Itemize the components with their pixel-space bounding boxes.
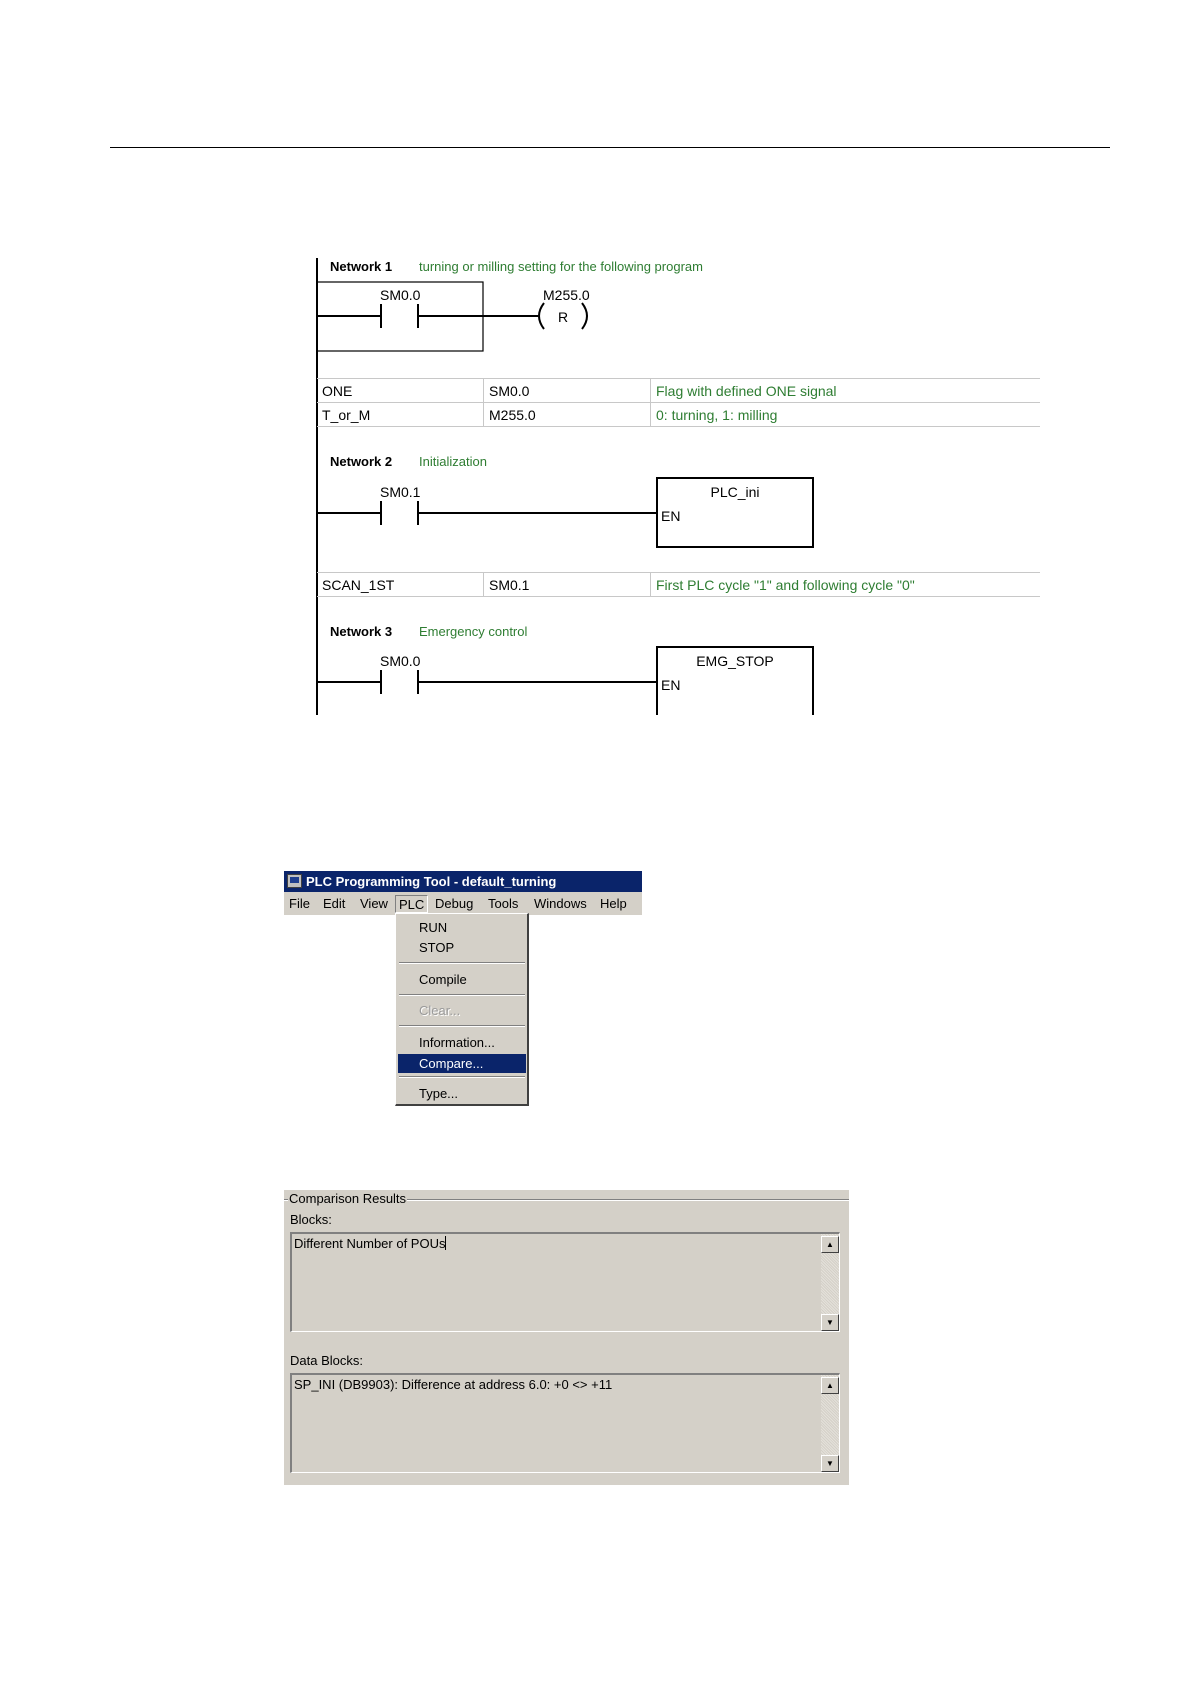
menu-edit[interactable]: Edit	[323, 896, 346, 911]
table-row	[317, 573, 1040, 597]
plc-menu-dropdown	[395, 913, 529, 1106]
table-row	[317, 379, 1040, 403]
menu-item-information[interactable]: Information...	[419, 1035, 495, 1050]
group-title: Comparison Results	[289, 1191, 407, 1206]
table-row	[317, 403, 1040, 427]
network-1-contact-label: SM0.0	[380, 287, 421, 303]
blocks-label: Blocks:	[290, 1212, 332, 1227]
network-2-comment: Initialization	[419, 454, 487, 469]
menu-item-compile[interactable]: Compile	[419, 972, 467, 987]
plc-tool-window	[284, 871, 642, 915]
network-2-contact-label: SM0.1	[380, 484, 421, 500]
blocks-scrollbar[interactable]	[821, 1234, 839, 1331]
data-blocks-scrollbar[interactable]	[821, 1375, 839, 1472]
blocks-text: Different Number of POUs	[294, 1236, 446, 1251]
comment-cell: First PLC cycle "1" and following cycle "0"	[651, 573, 1041, 597]
network-1-coil-label: M255.0	[543, 287, 590, 303]
menu-item-compare[interactable]: Compare...	[398, 1054, 526, 1073]
window-title: PLC Programming Tool - default_turning	[306, 874, 557, 889]
address-cell: M255.0	[484, 403, 651, 427]
page-header-rule	[110, 147, 1110, 148]
scroll-down-icon[interactable]: ▼	[821, 1314, 839, 1331]
blocks-textbox[interactable]	[290, 1232, 840, 1332]
scroll-up-icon[interactable]: ▲	[821, 1236, 839, 1253]
network-3-comment: Emergency control	[419, 624, 528, 639]
symbol-cell: T_or_M	[317, 403, 484, 427]
emg-stop-box-title: EMG_STOP	[696, 653, 774, 669]
symbol-table-network-1	[317, 378, 1040, 427]
menu-item-run[interactable]: RUN	[419, 920, 448, 935]
menu-windows[interactable]: Windows	[534, 896, 587, 911]
network-3-title: Network 3	[330, 624, 393, 639]
blocks-text-line	[294, 1236, 446, 1251]
app-icon	[287, 874, 302, 888]
menu-help[interactable]: Help	[600, 896, 627, 911]
symbol-table-network-2	[317, 572, 1040, 597]
network-1-comment: turning or milling setting for the following program	[419, 259, 703, 274]
plc-ini-en-input: EN	[661, 508, 681, 524]
menu-separator	[399, 1076, 525, 1078]
coil-left-arc	[539, 303, 544, 329]
scroll-up-icon[interactable]: ▲	[821, 1377, 839, 1394]
coil-right-arc	[582, 303, 587, 329]
plc-ini-box-title: PLC_ini	[710, 484, 760, 500]
menu-item-type[interactable]: Type...	[419, 1086, 459, 1101]
network-2-title: Network 2	[330, 454, 393, 469]
ladder-diagram	[300, 255, 1040, 715]
menu-item-stop[interactable]: STOP	[419, 940, 455, 955]
menu-file[interactable]: File	[289, 896, 310, 911]
menu-separator	[399, 962, 525, 964]
comparison-results-panel	[284, 1190, 849, 1485]
menu-tools[interactable]: Tools	[488, 896, 519, 911]
emg-stop-en-input: EN	[661, 677, 681, 693]
menu-debug[interactable]: Debug	[435, 896, 474, 911]
address-cell: SM0.0	[484, 379, 651, 403]
menu-view[interactable]: View	[360, 896, 388, 911]
data-blocks-text: SP_INI (DB9903): Difference at address 6.0: +0 <> +11	[294, 1377, 613, 1392]
address-cell: SM0.1	[484, 573, 651, 597]
scroll-down-icon[interactable]: ▼	[821, 1455, 839, 1472]
symbol-cell: ONE	[317, 379, 484, 403]
comment-cell: Flag with defined ONE signal	[651, 379, 1041, 403]
menu-separator	[399, 994, 525, 996]
menu-separator	[399, 1025, 525, 1027]
comment-cell: 0: turning, 1: milling	[651, 403, 1041, 427]
menu-plc[interactable]: PLC	[395, 895, 428, 913]
menu-bar	[284, 892, 642, 915]
symbol-cell: SCAN_1ST	[317, 573, 484, 597]
network-1-title: Network 1	[330, 259, 393, 274]
data-blocks-label: Data Blocks:	[290, 1353, 363, 1368]
network-3-contact-label: SM0.0	[380, 653, 421, 669]
text-caret	[445, 1236, 446, 1250]
menu-item-clear[interactable]: Clear...	[419, 1003, 461, 1018]
coil-reset-symbol: R	[558, 309, 569, 325]
data-blocks-textbox[interactable]	[290, 1373, 840, 1473]
window-titlebar[interactable]	[284, 871, 642, 892]
